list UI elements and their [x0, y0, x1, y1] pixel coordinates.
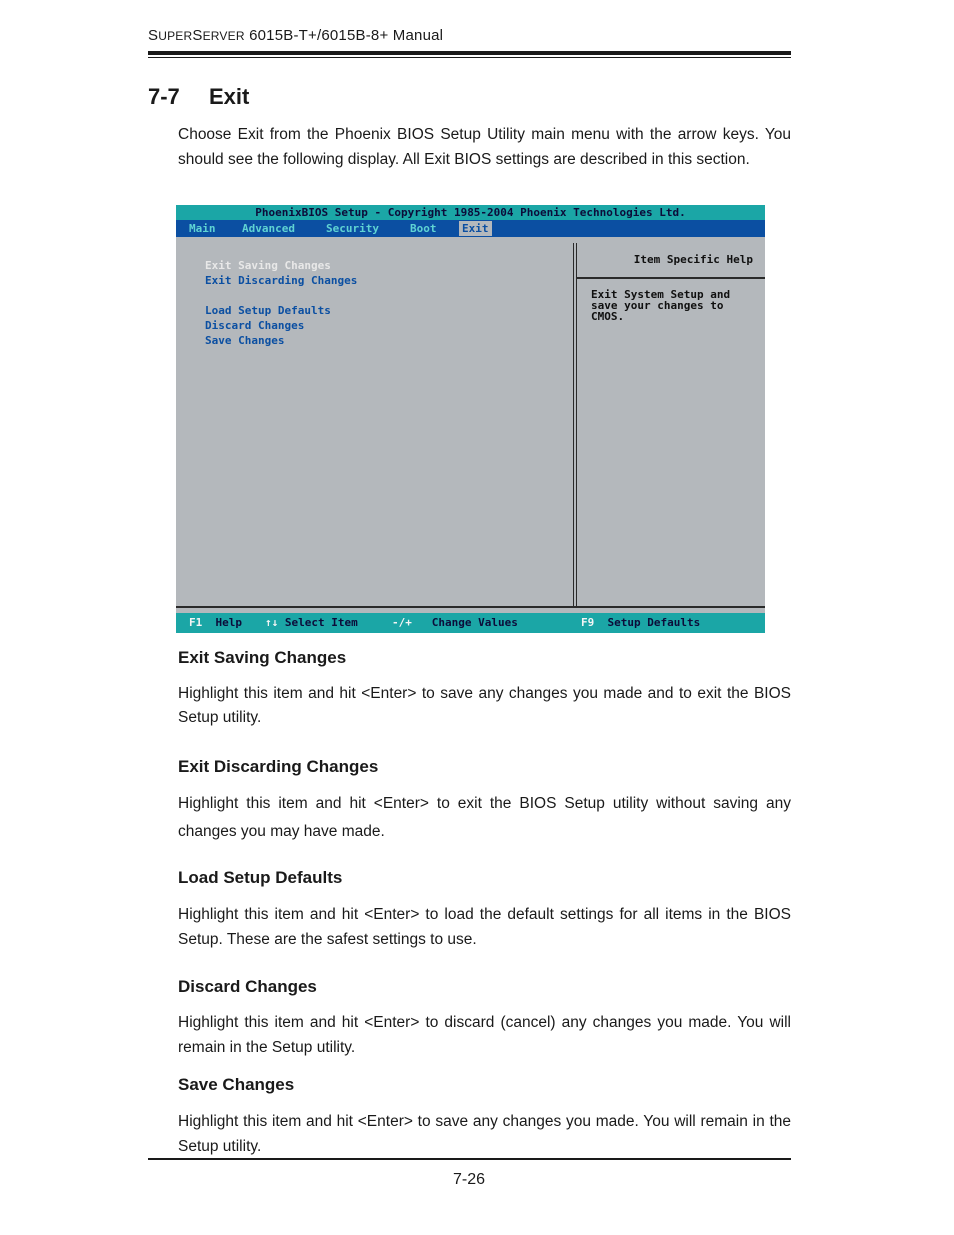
bios-key-select — [265, 616, 358, 630]
bios-key-change — [392, 616, 518, 630]
header-smallcaps-2: ERVER — [202, 29, 245, 43]
section-name: Exit — [209, 84, 250, 109]
section-number: 7-7 — [148, 84, 180, 109]
item-heading-discard-changes: Discard Changes — [178, 977, 317, 996]
bios-option-exit-saving[interactable]: Exit Saving Changes — [205, 259, 331, 272]
bios-key-plusminus: -/+ — [392, 616, 412, 629]
bios-options-pane — [177, 243, 574, 606]
header-title-rest: 6015B-T+/6015B-8+ Manual — [244, 27, 444, 44]
bios-key-arrows: ↑↓ — [265, 616, 279, 629]
bios-title-bar: PhoenixBIOS Setup - Copyright 1985-2004 Phoenix Technologies Ltd. — [176, 205, 765, 220]
bios-option-save-changes[interactable]: Save Changes — [205, 334, 285, 347]
header-smallcaps-1: UPER — [158, 29, 193, 43]
item-heading-exit-discarding: Exit Discarding Changes — [178, 757, 379, 776]
bios-menu-boot[interactable]: Boot — [410, 222, 437, 235]
bios-help-header-text: Item Specific Help — [633, 253, 753, 266]
bios-key-bar — [176, 613, 765, 633]
item-heading-exit-saving: Exit Saving Changes — [178, 648, 347, 667]
bios-key-arrows-desc: Select Item — [284, 616, 358, 629]
header-initial-2: S — [192, 27, 203, 44]
bios-bottom-divider — [176, 606, 765, 608]
bios-menu-advanced[interactable]: Advanced — [242, 222, 295, 235]
bios-menu-main[interactable]: Main — [189, 222, 216, 235]
bios-screenshot — [176, 205, 765, 633]
bios-option-discard-changes[interactable]: Discard Changes — [205, 319, 305, 332]
bios-key-f1: F1 — [189, 616, 203, 629]
item-text-save-changes: Highlight this item and hit <Enter> to save any changes you made. You will remain in the Setup utility. — [178, 1113, 791, 1155]
bios-help-pane — [576, 243, 765, 606]
item-heading-save-changes: Save Changes — [178, 1075, 295, 1094]
section-title — [148, 84, 249, 110]
footer-rule — [148, 1158, 791, 1160]
header-initial-1: S — [148, 27, 159, 44]
bios-key-f9: F9 — [581, 616, 595, 629]
item-text-load-defaults: Highlight this item and hit <Enter> to load the default settings for all items in the BIOS Setup. These are the safest settings to use. — [178, 906, 791, 948]
bios-key-plusminus-desc: Change Values — [431, 616, 518, 629]
intro-paragraph: Choose Exit from the Phoenix BIOS Setup Utility main menu with the arrow keys. You should see the following display. All Exit BIOS settings are described in this section. — [178, 126, 791, 168]
item-heading-load-defaults: Load Setup Defaults — [178, 868, 343, 887]
bios-menu-exit[interactable]: Exit — [459, 221, 492, 236]
bios-key-f1-desc: Help — [215, 616, 242, 629]
bios-menu-bar — [176, 220, 765, 237]
bios-key-defaults — [581, 616, 700, 630]
header-rule-thin — [148, 57, 791, 58]
bios-help-text: Exit System Setup and save your changes to CMOS. — [591, 288, 731, 323]
item-text-exit-discarding: Highlight this item and hit <Enter> to exit the BIOS Setup utility without saving any changes you may have made. — [178, 795, 791, 840]
running-header — [148, 27, 443, 44]
bios-option-exit-discarding[interactable]: Exit Discarding Changes — [205, 274, 358, 287]
bios-menu-security[interactable]: Security — [326, 222, 379, 235]
bios-key-help — [189, 616, 242, 630]
item-text-discard-changes: Highlight this item and hit <Enter> to discard (cancel) any changes you made. You will remain in the Setup utility. — [178, 1014, 791, 1056]
bios-option-load-defaults[interactable]: Load Setup Defaults — [205, 304, 331, 317]
page-number: 7-26 — [452, 1171, 486, 1188]
bios-help-header — [577, 243, 765, 279]
item-text-exit-saving: Highlight this item and hit <Enter> to save any changes you made and to exit the BIOS Setup utility. — [178, 685, 791, 726]
bios-key-f9-desc: Setup Defaults — [607, 616, 701, 629]
header-rule-thick — [148, 51, 791, 55]
